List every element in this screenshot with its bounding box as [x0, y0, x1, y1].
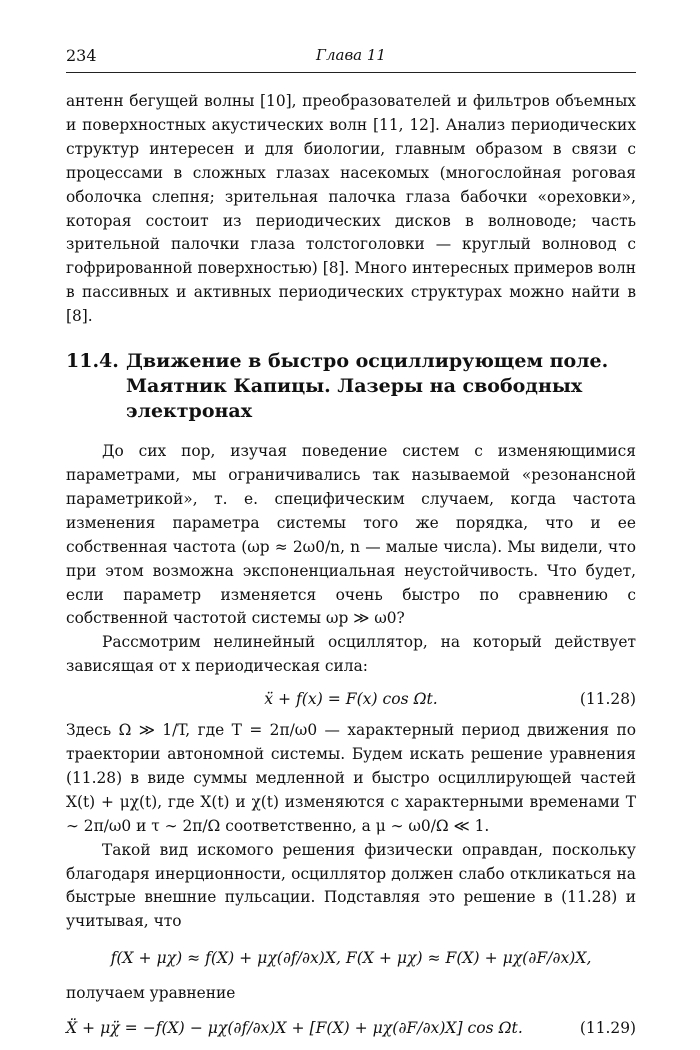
section-title: Движение в быстро осциллирующем поле. Маятник Капицы. Лазеры на свободных электронах	[126, 350, 609, 423]
paragraph-oscillator: Рассмотрим нелинейный осциллятор, на который действует зависящая от x периодическая сила:	[66, 633, 636, 676]
paragraph-intro: До сих пор, изучая поведение систем с изменяющимися параметрами, мы ограничивались так называемой «резонансной параметрикой», т. е. специфическим случаем, когда частота изменения параметра системы того же порядка, что и ее собственная частота (ωp ≈ 2ω0/n, n — малые числа). Мы видели, что при этом возможна экспоненциальная неустойчивость. Что будет, если параметр изменяется очень быстро по сравнению с собственной частотой системы ωp ≫ ω0?	[66, 442, 636, 628]
page-body	[66, 90, 636, 1050]
equation-11-29	[66, 1006, 636, 1050]
paragraph-definitions: Здесь Ω ≫ 1/T, где T = 2π/ω0 — характерный период движения по траектории автономной системы. Будем искать решение уравнения (11.28) в виде суммы медленной и быстро осциллирующей частей X(t) + μχ(t), где X(t) и χ(t) изменяются с характерными временами T ∼ 2π/ω0 и τ ∼ 2π/Ω соответственно, а μ ∼ ω0/Ω ≪ 1.	[66, 721, 636, 835]
page-number: 234	[66, 46, 97, 65]
section-heading	[66, 349, 636, 424]
equation-number: (11.29)	[579, 1019, 636, 1038]
equation-formula: f(X + μχ) ≈ f(X) + μχ(∂f/∂x)X, F(X + μχ) ≈ F(X) + μχ(∂F/∂x)X,	[110, 949, 592, 968]
equation-formula: ẍ + f(x) = F(x) cos Ωt.	[264, 690, 438, 709]
paragraph-justification: Такой вид искомого решения физически оправдан, поскольку благодаря инерционности, осциллятор должен слабо откликаться на быстрые внешние пульсации. Подставляя это решение в (11.28) и учитывая, что	[66, 840, 636, 931]
paragraph-continuation: антенн бегущей волны [10], преобразователей и фильтров объемных и поверхностных акустических волн [11, 12]. Анализ периодических структур интересен и для биологии, главным образом в связи с процессами в сложных глазах насекомых (многослойная роговая оболочка слепня; зрительная палочка глаза бабочки «ореховки», которая состоит из периодических дисков в волноводе; часть зрительной палочки глаза толстоголовки — круглый волновод с гофрированной поверхностью) [8]. Много интересных примеров волн в пассивных и активных периодических структурах можно найти в [8].	[66, 92, 636, 326]
equation-11-28	[66, 679, 636, 719]
running-title: Глава 11	[316, 46, 386, 64]
section-number: 11.4.	[66, 350, 119, 373]
equation-number: (11.28)	[579, 690, 636, 709]
paragraph-result: получаем уравнение	[66, 984, 236, 1003]
equation-expansion	[66, 934, 636, 982]
page-header	[66, 46, 636, 74]
header-rule	[66, 72, 636, 73]
equation-formula: Ẍ + μχ̈ = −f(X) − μχ(∂f/∂x)X + [F(X) + μχ(∂F/∂x)X] cos Ωt.	[66, 1019, 523, 1038]
